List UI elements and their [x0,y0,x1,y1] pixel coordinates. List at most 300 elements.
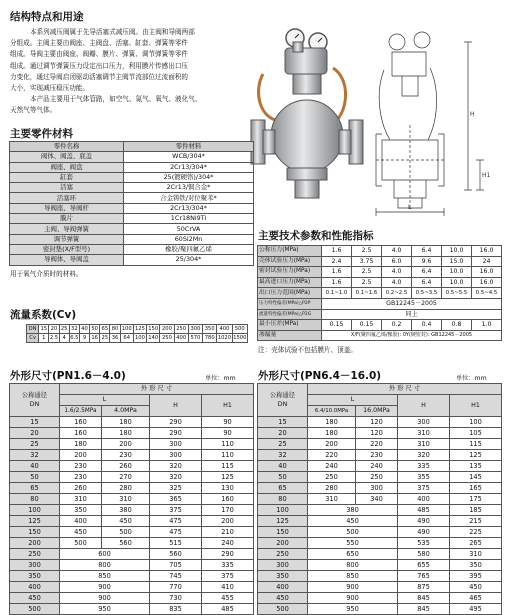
dim-cell: 170 [202,505,254,516]
tech-label: 压力特性偏差(MPa)△P2P [258,298,322,309]
dim-cell: 310 [102,494,150,505]
dim-cell: 580 [398,549,450,560]
tech-cell: 10.0 [442,267,472,278]
dim-cell: 310 [398,439,450,450]
dn-cell: 300 [10,560,60,571]
dim-cell: 125 [202,472,254,483]
table-row [10,193,254,203]
flow-cell: 25 [60,326,68,332]
dim-cell: 375 [150,505,202,516]
dims-group-header: 外 形 尺 寸 [60,384,254,395]
table-row [258,472,502,483]
table-row [258,298,502,309]
dim-cell: 550 [308,538,398,549]
flow-cell: 1020 [217,335,232,341]
part-material: 2Cr13/铜合金* [124,183,254,193]
dim-cell: 400 [60,516,102,527]
tech-cell: 24 [472,256,502,267]
dim-cell: 490 [398,516,450,527]
dim-cell: 200 [102,439,150,450]
dim-cell: 130 [202,483,254,494]
dim-cell: 115 [450,439,502,450]
dim-cell: 240 [202,538,254,549]
tech-cell: 6.4 [412,277,442,288]
dim-cell: 160 [202,494,254,505]
dim-cell: 145 [450,472,502,483]
dim-cell: 410 [202,582,254,593]
tech-cell: 6.4 [412,246,442,257]
tech-cell: 1.6 [322,267,352,278]
table-row [10,549,254,560]
tech-label: 公称压力(MPa) [258,246,322,257]
table-row [258,560,502,571]
dim-cell: 200 [202,516,254,527]
dims-left-unit: 单位：mm [205,375,236,382]
part-name: 密封垫(X/F型号) [10,244,124,254]
dim-cell: 500 [308,527,398,538]
dn-cell: 40 [258,461,308,472]
part-material: 50CrVA [124,224,254,234]
table-row [258,288,502,299]
table-row [258,417,502,428]
dn-cell: 300 [258,560,308,571]
part-name: 活塞 [10,183,124,193]
flow-cell: 50 [91,326,98,332]
dim-cell: 325 [150,483,202,494]
dim-cell: 310 [308,494,356,505]
table-row [10,439,254,450]
dim-label-l: L [408,204,412,211]
dims-header-row [10,384,254,395]
dim-cell: 280 [308,483,356,494]
table-row [10,593,254,604]
dim-cell: 260 [102,461,150,472]
table-row [258,582,502,593]
dims-col-sub1: 6.4/10.0MPa [308,406,356,417]
dn-cell: 80 [258,494,308,505]
tech-cell: 4.0 [382,267,412,278]
tech-label: 流量特性偏差(MPa)△P2G [258,309,322,320]
tech-table [257,245,502,341]
dim-cell: 535 [398,538,450,549]
part-material: 25/304* [124,255,254,265]
flow-cell: 20 [50,326,58,332]
part-material: 60Si2Mn [124,234,254,244]
tech-cell: 2.4 [322,256,352,267]
flow-cell: 1 [39,334,49,343]
dims-right-unit: 单位：mm [456,375,487,382]
dim-cell: 350 [450,560,502,571]
dim-cell: 290 [202,549,254,560]
dn-cell: 450 [258,593,308,604]
table-row [258,549,502,560]
flow-label: Cv [27,334,39,343]
table-row [258,267,502,278]
structure-line: 力变化，通过导阀启闭驱动活塞调节主阀节流部位过流面积的 [10,72,189,81]
tech-cell: 16.0 [472,277,502,288]
dn-cell: 32 [258,450,308,461]
dim-cell: 475 [150,527,202,538]
dn-cell: 25 [258,439,308,450]
dn-cell: 400 [10,582,60,593]
dim-cell: 850 [60,571,150,582]
dims-right-title: 外形尺寸(PN6.4－16.0) [258,370,382,382]
dn-cell: 20 [10,428,60,439]
dims-right-table [257,383,502,615]
dim-cell: 655 [398,560,450,571]
dim-cell: 500 [60,538,102,549]
part-material: 合金铸铁/对位聚苯* [124,193,254,203]
table-row [258,483,502,494]
flow-cell: 400 [174,334,188,343]
table-row [10,183,254,193]
flow-cell: 300 [188,325,202,334]
parts-title: 主要零件材料 [10,128,73,140]
tech-cell: 1.6 [322,277,352,288]
dim-cell: 450 [308,516,398,527]
flow-cell: 140 [148,335,159,341]
dimension-drawing [372,30,500,218]
flow-row-cv [27,334,248,343]
dim-cell: 120 [356,428,398,439]
dims-col-sub1: 1.6/2.5MPa [60,406,102,417]
dim-cell: 90 [202,428,254,439]
dim-cell: 395 [450,571,502,582]
dn-cell: 65 [10,483,60,494]
dim-cell: 220 [356,439,398,450]
part-material: 2Cr13/304* [124,203,254,213]
dim-cell: 730 [150,593,202,604]
table-row [258,256,502,267]
dim-cell: 290 [150,417,202,428]
tech-cell: 0.4 [412,320,442,331]
part-name: 主阀、导阀弹簧 [10,224,124,234]
flow-cell: 32 [71,326,78,332]
structure-line: 分组成。主阀主要由阀座、主阀盘、活塞、缸套、弹簧等零件 [10,39,189,48]
dims-col-h: H [398,395,450,417]
structure-line: 本产品主要用于气体管路，如空气、氮气、氧气、液化气、 [30,95,202,104]
table-row [10,582,254,593]
flow-cell: 4 [59,334,69,343]
table-row [10,244,254,254]
dim-cell: 500 [102,527,150,538]
structure-line: 组成。通过调节弹簧压力设定出口压力，利用膜片传感出口压 [10,61,189,70]
dim-cell: 320 [150,461,202,472]
dims-header-row [258,384,502,395]
dim-cell: 300 [356,483,398,494]
dim-cell: 350 [60,505,102,516]
dim-cell: 270 [102,472,150,483]
table-row [10,472,254,483]
dim-cell: 335 [398,461,450,472]
dim-cell: 490 [398,527,450,538]
dn-cell: 100 [10,505,60,516]
dim-cell: 200 [308,439,356,450]
flow-cell: 80 [111,326,119,332]
tech-cell: 16.0 [472,267,502,278]
table-row [10,172,254,182]
tech-label: 最高进口压力(MPa) [258,277,322,288]
flow-cell: 40 [81,326,88,332]
table-row [10,604,254,615]
structure-line: 本系列减压阀属于先导活塞式减压阀。由主阀和导阀两部 [30,28,195,36]
dims-group-header: 外 形 尺 寸 [308,384,502,395]
table-row [10,538,254,549]
dn-cell: 25 [10,439,60,450]
table-row [258,309,502,320]
dim-cell: 300 [150,450,202,461]
flow-cell: 100 [121,326,132,332]
table-row [258,494,502,505]
dim-cell: 230 [60,461,102,472]
structure-title: 结构特点和用途 [10,11,84,23]
flow-cell: 350 [203,325,217,334]
dim-cell: 210 [202,527,254,538]
dim-cell: 240 [308,461,356,472]
dim-cell: 475 [150,516,202,527]
dim-cell: 400 [398,494,450,505]
part-material: WCB/304* [124,152,254,162]
dim-cell: 375 [202,571,254,582]
table-row [10,483,254,494]
tech-cell: 0.1~1.0 [322,288,352,299]
dn-cell: 350 [258,571,308,582]
dim-cell: 125 [450,450,502,461]
table-row [10,214,254,224]
dim-label-h: H [470,111,475,118]
dim-cell: 220 [308,450,356,461]
dim-cell: 485 [202,604,254,615]
tech-cell: 0.5~3.5 [412,288,442,299]
dim-cell: 900 [308,593,398,604]
dim-cell: 280 [102,483,150,494]
dim-label-h1: H1 [482,172,491,179]
parts-table [9,141,254,266]
tech-cell: 2.5 [352,246,382,257]
tech-cell: 2.5 [352,267,382,278]
table-row [10,162,254,172]
dn-cell: 32 [10,450,60,461]
dims-left-table [9,383,254,615]
dim-cell: 365 [150,494,202,505]
table-row [10,494,254,505]
part-name: 活塞环 [10,193,124,203]
dn-cell: 200 [258,538,308,549]
tech-cell: 6.0 [382,256,412,267]
dim-cell: 180 [102,417,150,428]
dim-cell: 160 [60,417,102,428]
table-row [258,439,502,450]
dim-cell: 300 [150,439,202,450]
dims-col-sub2: 16.0MPa [356,406,398,417]
tech-cell: 0.2 [382,320,412,331]
dims-col-l: L [60,395,150,406]
table-row [258,461,502,472]
flow-row-dn [27,325,248,334]
tech-cell: 2.5 [352,277,382,288]
table-row [258,450,502,461]
dim-cell: 900 [60,582,150,593]
dim-cell: 380 [308,505,398,516]
parts-header-name: 零件名称 [10,142,124,152]
dim-cell: 450 [60,527,102,538]
dim-cell: 250 [356,472,398,483]
dim-cell: 240 [356,461,398,472]
tech-label: 最小压差(MPa) [258,320,322,331]
flow-cell: 570 [188,334,202,343]
dims-col-l: L [308,395,398,406]
dim-cell: 835 [150,604,202,615]
dim-cell: 465 [450,593,502,604]
table-row [10,203,254,213]
dim-cell: 650 [308,549,398,560]
dim-cell: 900 [308,582,398,593]
dim-cell: 115 [202,461,254,472]
flow-cell: 9 [79,334,89,343]
dim-cell: 250 [308,472,356,483]
dim-cell: 515 [150,538,202,549]
dn-cell: 125 [258,516,308,527]
flow-cell: 65 [101,326,109,332]
dim-cell: 110 [202,439,254,450]
dn-cell: 350 [10,571,60,582]
part-name: 膜片 [10,214,124,224]
tech-cell: 0.15 [352,320,382,331]
flow-cell: 36 [111,335,119,341]
dim-cell: 320 [398,450,450,461]
table-row [10,255,254,265]
table-row [258,527,502,538]
dim-cell: 450 [450,582,502,593]
dim-cell: 770 [150,582,202,593]
tech-cell: 10.0 [442,277,472,288]
dn-cell: 500 [10,604,60,615]
tech-label: 壳体试验压力(MPa) [258,256,322,267]
dim-cell: 900 [60,593,150,604]
dim-cell: 310 [398,428,450,439]
dim-cell: 310 [60,494,102,505]
dim-cell: 215 [450,516,502,527]
flow-cell: 200 [160,325,174,334]
dn-cell: 200 [10,538,60,549]
tech-label: 出口压力范围(MPa) [258,288,322,299]
dim-cell: 300 [398,417,450,428]
dn-cell: 125 [10,516,60,527]
flow-title: 流量系数(Cv) [10,309,77,321]
flow-cell: 15 [40,326,48,332]
dim-cell: 455 [202,593,254,604]
dim-cell: 950 [60,604,150,615]
flow-cell: 400 [217,325,232,334]
tech-cell: 10.0 [442,246,472,257]
dims-right-body [258,417,502,615]
part-name: 调节弹簧 [10,234,124,244]
dim-cell: 200 [60,450,102,461]
dim-cell: 800 [308,560,398,571]
parts-note: 用于氧气介质时的材料。 [10,270,83,278]
dn-cell: 15 [10,417,60,428]
table-row [258,604,502,615]
parts-header-material: 零件材料 [124,142,254,152]
table-row [258,320,502,331]
dim-cell: 110 [202,450,254,461]
valve-photo [245,28,375,208]
part-material: 25(镀硬铬)/304* [124,172,254,182]
structure-line: 天然气等气体。 [10,106,57,115]
tech-cell: X/F(聚四氟乙烯/橡胶): 0Y(硬密封): GB12245－2005 [322,330,502,341]
dn-cell: 500 [258,604,308,615]
dim-cell: 175 [450,494,502,505]
dn-cell: 400 [258,582,308,593]
dn-cell: 80 [10,494,60,505]
tech-cell: 9.6 [412,256,442,267]
dim-cell: 875 [398,582,450,593]
tech-cell: 0.15 [322,320,352,331]
table-row [258,428,502,439]
flow-cell: 6.5 [70,335,79,341]
dim-cell: 705 [150,560,202,571]
dim-cell: 100 [450,417,502,428]
dim-cell: 265 [450,538,502,549]
dim-cell: 160 [60,428,102,439]
tech-cell: 0.8 [442,320,472,331]
dim-cell: 230 [60,472,102,483]
flow-cell: 780 [203,334,217,343]
table-row [258,246,502,257]
dim-cell: 600 [60,549,150,560]
tech-label: 渗漏量 [258,330,322,341]
dim-cell: 335 [202,560,254,571]
flow-cell: 250 [174,325,188,334]
dn-cell: 15 [258,417,308,428]
dn-cell: 50 [258,472,308,483]
table-row [258,330,502,341]
dims-col-h1: H1 [202,395,254,417]
flow-cell: 25 [101,335,109,341]
tech-cell: 15.0 [442,256,472,267]
flow-table [26,324,248,343]
flow-cell: 125 [134,326,145,332]
dim-cell: 90 [202,417,254,428]
dn-cell: 250 [10,549,60,560]
dims-col-h: H [150,395,202,417]
dim-cell: 135 [450,461,502,472]
dn-cell: 20 [258,428,308,439]
tech-cell: 6.4 [412,267,442,278]
dim-cell: 105 [450,428,502,439]
dims-left-body [10,417,254,615]
dim-cell: 355 [398,472,450,483]
tech-cell: 1.6 [322,246,352,257]
tech-cell: 0.1~1.6 [352,288,382,299]
dn-cell: 65 [258,483,308,494]
dim-cell: 260 [60,483,102,494]
dim-cell: 765 [398,571,450,582]
dim-cell: 290 [150,428,202,439]
tech-cell: 1.0 [472,320,502,331]
dim-cell: 845 [398,604,450,615]
tech-cell: 4.0 [382,246,412,257]
dim-cell: 560 [150,549,202,560]
table-row [10,152,254,162]
part-name: 阀座、阀盘 [10,162,124,172]
tech-cell: 0.5~4.5 [472,288,502,299]
structure-paragraph [10,27,201,117]
table-row [10,505,254,516]
tech-label: 密封试验压力(MPa) [258,267,322,278]
dim-cell: 230 [102,450,150,461]
dim-cell: 120 [356,417,398,428]
